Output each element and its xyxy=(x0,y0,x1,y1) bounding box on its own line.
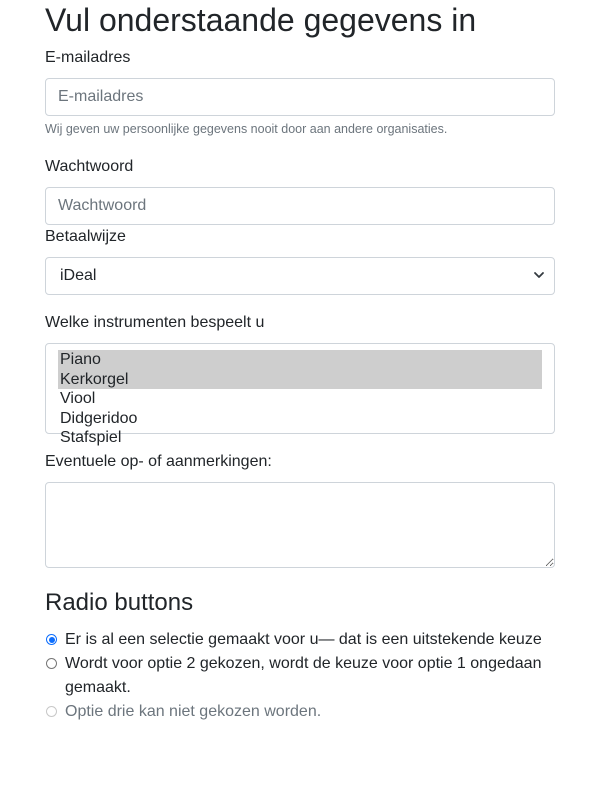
radio-label: Er is al een selectie gemaakt voor u— dat is een uitstekende keuze xyxy=(65,631,542,648)
radio-label: Optie drie kan niet gekozen worden. xyxy=(65,703,322,720)
radio-input[interactable] xyxy=(46,658,57,669)
radio-option-3 xyxy=(45,700,555,724)
email-field[interactable] xyxy=(45,78,555,116)
instrument-option[interactable]: Piano xyxy=(58,350,542,370)
instrument-option[interactable]: Stafspiel xyxy=(60,429,122,446)
payment-select[interactable] xyxy=(45,257,555,295)
password-field[interactable] xyxy=(45,187,555,225)
password-label: Wachtwoord xyxy=(45,158,134,175)
instrument-option[interactable]: Didgeridoo xyxy=(60,409,138,427)
page-title: Vul onderstaande gegevens in xyxy=(45,2,477,38)
email-help-text: Wij geven uw persoonlijke gegevens nooit door aan andere organisaties. xyxy=(45,122,448,136)
email-label: E-mailadres xyxy=(45,49,131,66)
payment-selected-value: iDeal xyxy=(60,267,97,284)
radio-option-2[interactable] xyxy=(45,652,555,700)
payment-label: Betaalwijze xyxy=(45,228,126,245)
remarks-label: Eventuele op- of aanmerkingen: xyxy=(45,453,272,470)
radio-label: Wordt voor optie 2 gekozen, wordt de keuze voor optie 1 ongedaan gemaakt. xyxy=(65,655,542,696)
chevron-down-icon xyxy=(532,268,546,282)
radio-input xyxy=(46,706,57,717)
instrument-option[interactable]: Viool xyxy=(60,390,96,407)
radio-option-1[interactable] xyxy=(45,628,555,652)
remarks-textarea[interactable] xyxy=(45,482,555,568)
radio-input[interactable] xyxy=(46,634,57,645)
radio-section-heading: Radio buttons xyxy=(45,589,194,616)
instruments-multiselect[interactable] xyxy=(45,343,555,446)
instruments-label: Welke instrumenten bespeelt u xyxy=(45,314,265,331)
instrument-option[interactable]: Kerkorgel xyxy=(58,370,542,390)
